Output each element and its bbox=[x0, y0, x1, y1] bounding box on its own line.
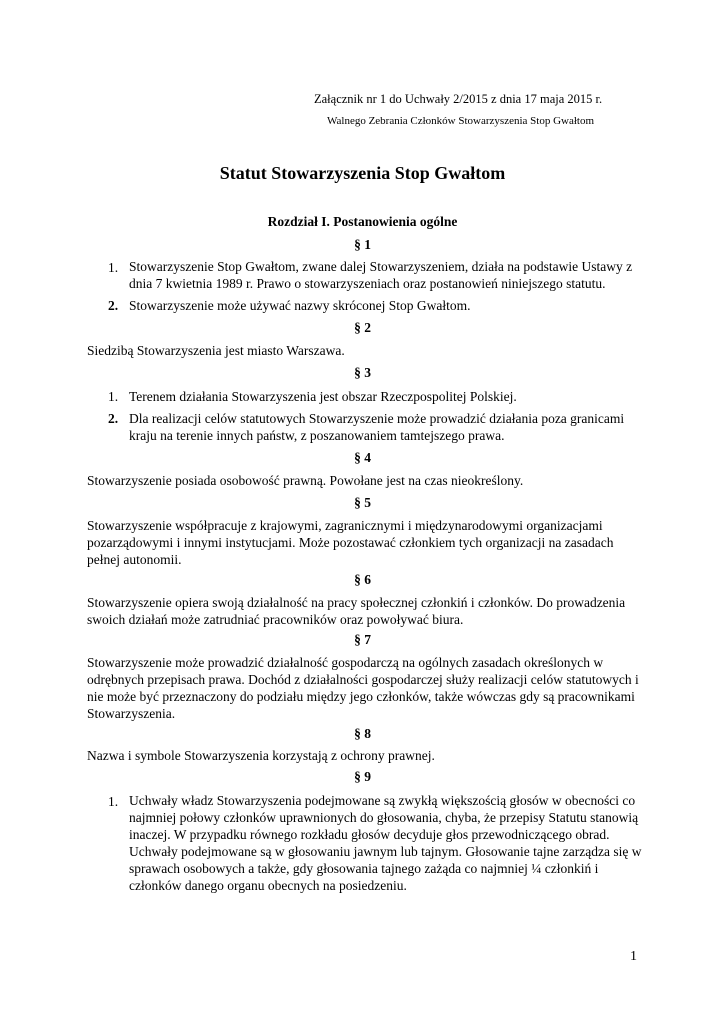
paragraph-line: Siedzibą Stowarzyszenia jest miasto Warszawa. bbox=[87, 343, 345, 358]
list-number: 1. bbox=[108, 794, 119, 809]
paragraph-line: nie może być przeznaczony do podziału między jego członków, także wówczas gdy są pracownikami bbox=[87, 689, 635, 704]
section-mark: § 6 bbox=[354, 572, 371, 587]
chapter-heading: Rozdział I. Postanowienia ogólne bbox=[267, 214, 458, 229]
paragraph-line: Stowarzyszenie opiera swoją działalność na pracy społecznej członkiń i członków. Do prowadzenia bbox=[87, 595, 626, 610]
section-mark: § 9 bbox=[354, 769, 371, 784]
assembly-header: Walnego Zebrania Członków Stowarzyszenia Stop Gwałtom bbox=[327, 115, 595, 127]
paragraph-line: Stowarzyszenie współpracuje z krajowymi, zagranicznymi i międzynarodowymi organizacjami bbox=[87, 518, 603, 533]
annex-header: Załącznik nr 1 do Uchwały 2/2015 z dnia 17 maja 2015 r. bbox=[314, 92, 603, 106]
section-mark: § 2 bbox=[354, 320, 371, 335]
paragraph-line: pełnej autonomii. bbox=[87, 552, 182, 567]
paragraph-line: członków danego organu obecnych na posiedzeniu. bbox=[129, 878, 407, 893]
paragraph-line: Nazwa i symbole Stowarzyszenia korzystają z ochrony prawnej. bbox=[87, 748, 435, 763]
list-number: 1. bbox=[108, 389, 119, 404]
paragraph-line: Terenem działania Stowarzyszenia jest obszar Rzeczpospolitej Polskiej. bbox=[129, 389, 517, 404]
section-mark: § 8 bbox=[354, 726, 371, 741]
section-mark: § 1 bbox=[354, 237, 371, 252]
paragraph-line: Stowarzyszenie może używać nazwy skróconej Stop Gwałtom. bbox=[129, 298, 471, 313]
paragraph-line: Dla realizacji celów statutowych Stowarzyszenie może prowadzić działania poza granicami bbox=[129, 411, 625, 426]
paragraph-line: Stowarzyszenia. bbox=[87, 706, 176, 721]
list-number: 1. bbox=[108, 260, 119, 275]
paragraph-line: Stowarzyszenie posiada osobowość prawną. Powołane jest na czas nieokreślony. bbox=[87, 473, 524, 488]
section-mark: § 7 bbox=[354, 632, 371, 647]
section-mark: § 5 bbox=[354, 495, 371, 510]
paragraph-line: najmniej połowy członków uprawnionych do głosowania, chyba, że przepisy Statutu stanowią bbox=[129, 810, 639, 825]
paragraph-line: Uchwały podejmowane są w głosowaniu jawnym lub tajnym. Głosowanie tajne zarządza się w bbox=[129, 844, 642, 859]
section-mark: § 3 bbox=[354, 365, 371, 380]
paragraph-line: kraju na terenie innych państw, z poszanowaniem tamtejszego prawa. bbox=[129, 428, 505, 443]
paragraph-line: dnia 7 kwietnia 1989 r. Prawo o stowarzyszeniach oraz postanowień niniejszego statutu. bbox=[129, 276, 606, 291]
section-mark: § 4 bbox=[354, 450, 371, 465]
list-number: 2. bbox=[108, 298, 119, 313]
paragraph-line: Stowarzyszenie może prowadzić działalność gospodarczą na ogólnych zasadach określonych w bbox=[87, 655, 604, 670]
paragraph-line: Uchwały władz Stowarzyszenia podejmowane są zwykłą większością głosów w obecności co bbox=[129, 793, 636, 808]
paragraph-line: sprawach osobowych a także, gdy głosowania tajnego zażąda co najmniej ¼ członkiń i bbox=[129, 861, 599, 876]
list-number: 2. bbox=[108, 411, 119, 426]
paragraph-line: swoich działań może zatrudniać pracowników oraz powoływać biura. bbox=[87, 612, 464, 627]
paragraph-line: odrębnych przepisach prawa. Dochód z działalności gospodarczej służy realizacji celów statutowych i bbox=[87, 672, 639, 687]
paragraph-line: Stowarzyszenie Stop Gwałtom, zwane dalej Stowarzyszeniem, działa na podstawie Ustawy z bbox=[129, 259, 633, 274]
page-number: 1 bbox=[630, 949, 637, 964]
document-title: Statut Stowarzyszenia Stop Gwałtom bbox=[219, 163, 506, 183]
paragraph-line: pozarządowymi i innymi instytucjami. Może pozostawać członkiem tych organizacji na zasadach bbox=[87, 535, 614, 550]
paragraph-line: inaczej. W przypadku równego rozkładu głosów decyduje głos przewodniczącego obrad. bbox=[129, 827, 610, 842]
